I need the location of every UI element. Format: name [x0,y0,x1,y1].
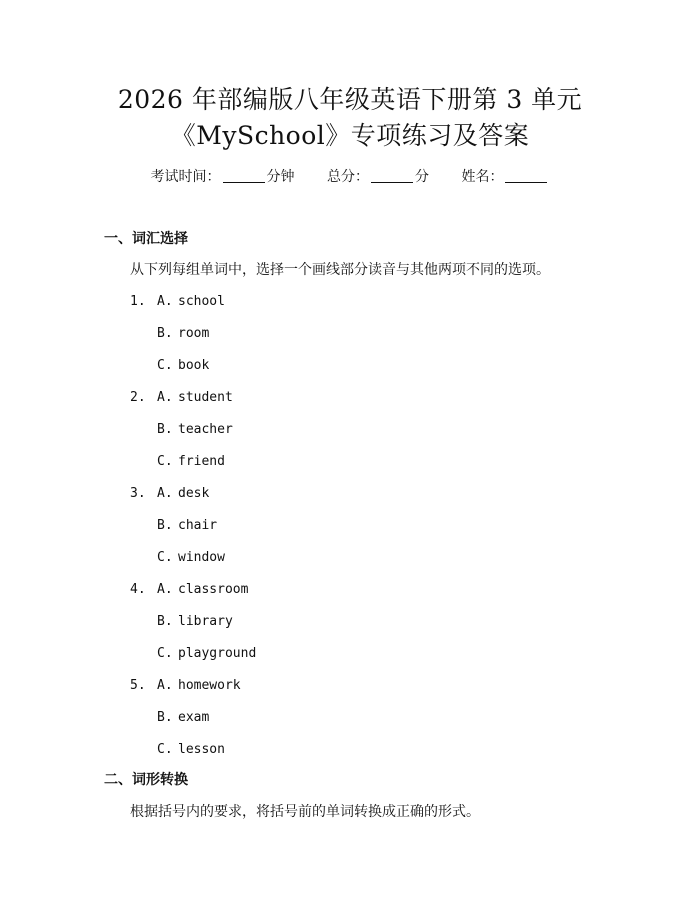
total-score-blank[interactable] [371,170,413,183]
option-letter: B. [157,326,173,341]
option-letter: A. [157,582,173,597]
option-word: desk [178,486,210,501]
document-title-line-2: 《MySchool》专项练习及答案 [170,121,530,150]
student-name-label: 姓名： [461,169,504,185]
exam-time-field [151,170,295,184]
option-word: teacher [178,422,233,437]
option-word: window [178,550,225,565]
option-word: chair [178,518,218,533]
exam-time-label: 考试时间： [150,169,221,185]
option-word: classroom [178,582,249,597]
section-instruction-vocabulary: 从下列每组单词中，选择一个画线部分读音与其他两项不同的选项。 [130,262,550,278]
student-name-blank[interactable] [505,170,547,183]
option-letter: C. [157,454,173,469]
section-heading-word-forms: 二、词形转换 [104,772,188,788]
total-score-field [327,170,429,184]
option-letter: C. [157,742,173,757]
option-letter: A. [157,294,173,309]
question-number: 5. [130,678,146,693]
document-title-line-1: 2026 年部编版八年级英语下册第 3 单元 [117,85,583,114]
option-letter: B. [157,518,173,533]
option-letter: B. [157,710,173,725]
question-number: 3. [130,486,146,501]
option-word: lesson [178,742,225,757]
option-word: homework [178,678,241,693]
question-number: 4. [130,582,146,597]
exam-time-blank[interactable] [223,170,265,183]
option-word: friend [178,454,225,469]
exam-info-line [0,170,700,184]
option-word: school [178,294,225,309]
option-letter: B. [157,422,173,437]
total-score-unit: 分 [415,169,429,185]
option-letter: C. [157,646,173,661]
option-letter: A. [157,486,173,501]
exam-time-unit: 分钟 [266,169,295,185]
option-word: playground [178,646,257,661]
option-word: exam [178,710,210,725]
option-word: library [178,614,233,629]
option-letter: B. [157,614,173,629]
total-score-label: 总分： [327,169,369,185]
option-word: book [178,358,210,373]
option-letter: C. [157,550,173,565]
question-number: 2. [130,390,146,405]
option-word: room [178,326,210,341]
student-name-field [461,170,549,184]
section-heading-vocabulary: 一、词汇选择 [104,231,188,247]
option-letter: A. [157,678,173,693]
question-number: 1. [130,294,146,309]
section-instruction-word-forms: 根据括号内的要求，将括号前的单词转换成正确的形式。 [130,804,480,820]
option-letter: A. [157,390,173,405]
option-word: student [178,390,233,405]
option-letter: C. [157,358,173,373]
